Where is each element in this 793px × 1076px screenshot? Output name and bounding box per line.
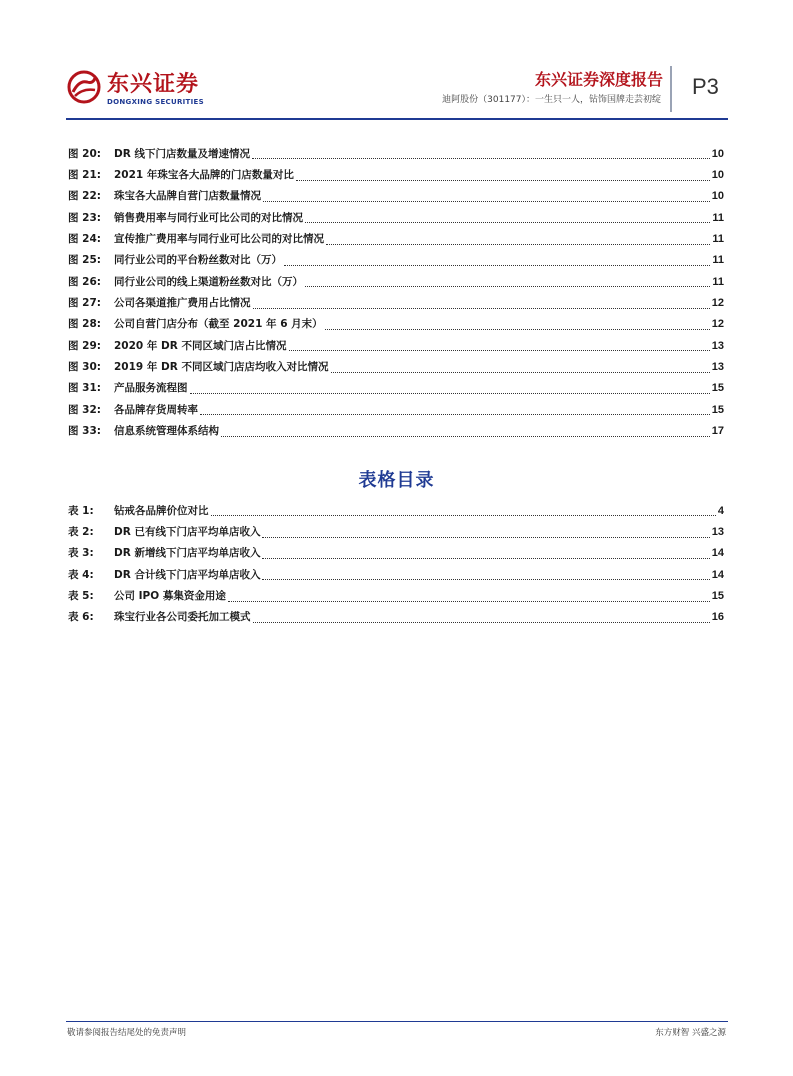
toc-leader-dots (262, 558, 709, 559)
toc-entry-label (68, 232, 324, 246)
toc-entry-number: 表 5: (68, 590, 94, 603)
page-number: P3 (692, 74, 719, 99)
toc-leader-dots (296, 180, 710, 181)
toc-entry-number: 图 22: (68, 190, 101, 203)
toc-leader-dots (326, 244, 710, 245)
toc-entry-title: 珠宝行业各公司委托加工模式 (114, 611, 251, 624)
toc-entry-title: 同行业公司的线上渠道粉丝数对比（万） (114, 275, 303, 288)
toc-entry-page: 16 (711, 611, 724, 624)
toc-entry-page: 12 (711, 318, 724, 331)
toc-entry-title: DR 新增线下门店平均单店收入 (114, 547, 261, 560)
toc-entry-label (68, 381, 188, 395)
toc-entry-number: 图 31: (68, 382, 101, 395)
header-rule (66, 118, 728, 120)
toc-entry-page: 12 (711, 297, 724, 310)
toc-entry-title: 公司自营门店分布（截至 2021 年 6 月末） (114, 318, 323, 331)
toc-entry-label (68, 360, 329, 374)
toc-entry-label (68, 211, 303, 225)
toc-entry-title: 钻戒各品牌价位对比 (114, 504, 209, 517)
toc-entry-page: 10 (711, 169, 724, 182)
toc-entry-page: 4 (717, 504, 724, 517)
figure-toc-entry[interactable] (68, 378, 724, 399)
toc-entry-label (68, 589, 226, 603)
toc-leader-dots (211, 515, 716, 516)
toc-entry-page: 15 (711, 590, 724, 603)
toc-leader-dots (262, 579, 709, 580)
brand-name-en: DONGXING SECURITIES (107, 98, 204, 106)
toc-leader-dots (305, 286, 710, 287)
toc-entry-number: 图 21: (68, 169, 101, 182)
toc-entry-title: 公司 IPO 募集资金用途 (114, 590, 226, 603)
toc-entry-title: 公司各渠道推广费用占比情况 (114, 297, 251, 310)
toc-leader-dots (305, 222, 710, 223)
toc-entry-label (68, 168, 294, 182)
toc-leader-dots (190, 393, 710, 394)
figure-toc-entry[interactable] (68, 164, 724, 185)
figure-toc-entry[interactable] (68, 356, 724, 377)
table-toc-entry[interactable] (68, 585, 724, 606)
toc-leader-dots (253, 622, 710, 623)
figure-toc-entry[interactable] (68, 420, 724, 441)
footer-rule (66, 1021, 728, 1022)
toc-entry-number: 表 6: (68, 611, 94, 624)
toc-leader-dots (263, 201, 710, 202)
toc-entry-title: DR 线下门店数量及增速情况 (114, 147, 250, 160)
toc-entry-page: 11 (712, 254, 724, 267)
figure-toc-entry[interactable] (68, 186, 724, 207)
toc-entry-label (68, 546, 260, 560)
toc-entry-page: 11 (712, 211, 724, 224)
figure-toc-entry[interactable] (68, 250, 724, 271)
toc-entry-title: 2020 年 DR 不同区域门店占比情况 (114, 339, 287, 352)
toc-leader-dots (228, 601, 710, 602)
toc-entry-label (68, 568, 260, 582)
table-toc-entry[interactable] (68, 564, 724, 585)
toc-entry-label (68, 424, 219, 438)
figure-toc-entry[interactable] (68, 271, 724, 292)
toc-entry-page: 11 (712, 275, 724, 288)
toc-leader-dots (289, 350, 710, 351)
toc-entry-number: 图 27: (68, 297, 101, 310)
figure-toc-entry[interactable] (68, 292, 724, 313)
toc-entry-label (68, 189, 261, 203)
figure-toc-entry[interactable] (68, 143, 724, 164)
toc-entry-label (68, 147, 250, 161)
toc-leader-dots (262, 537, 709, 538)
table-index (68, 500, 724, 628)
toc-entry-number: 图 28: (68, 318, 101, 331)
toc-entry-title: 信息系统管理体系结构 (114, 425, 219, 438)
toc-entry-label (68, 275, 303, 289)
toc-entry-number: 图 25: (68, 254, 101, 267)
toc-leader-dots (284, 265, 710, 266)
toc-leader-dots (331, 372, 710, 373)
toc-entry-title: DR 合计线下门店平均单店收入 (114, 568, 261, 581)
toc-entry-page: 14 (711, 568, 724, 581)
toc-entry-page: 13 (711, 339, 724, 352)
brand-logo (67, 70, 207, 110)
toc-entry-number: 图 24: (68, 233, 101, 246)
toc-entry-page: 14 (711, 547, 724, 560)
table-toc-entry[interactable] (68, 543, 724, 564)
toc-entry-number: 表 1: (68, 504, 94, 517)
toc-entry-label (68, 504, 209, 518)
toc-entry-title: 珠宝各大品牌自营门店数量情况 (114, 190, 261, 203)
toc-entry-number: 表 3: (68, 547, 94, 560)
toc-entry-number: 图 33: (68, 425, 101, 438)
figure-toc-entry[interactable] (68, 207, 724, 228)
toc-entry-page: 10 (711, 190, 724, 203)
toc-leader-dots (325, 329, 710, 330)
toc-entry-title: 产品服务流程图 (114, 382, 188, 395)
brand-logo-icon (67, 70, 101, 104)
toc-entry-number: 图 29: (68, 339, 101, 352)
footer-slogan: 东方财智 兴盛之源 (655, 1028, 726, 1038)
toc-entry-number: 图 30: (68, 361, 101, 374)
toc-leader-dots (221, 436, 710, 437)
toc-entry-number: 表 2: (68, 526, 94, 539)
table-toc-entry[interactable] (68, 607, 724, 628)
toc-entry-page: 13 (711, 361, 724, 374)
toc-entry-number: 图 26: (68, 275, 101, 288)
toc-entry-label (68, 339, 287, 353)
toc-entry-label (68, 610, 251, 624)
toc-entry-title: 销售费用率与同行业可比公司的对比情况 (114, 211, 303, 224)
toc-entry-title: 2021 年珠宝各大品牌的门店数量对比 (114, 169, 294, 182)
table-toc-entry[interactable] (68, 521, 724, 542)
figure-toc-entry[interactable] (68, 335, 724, 356)
report-type: 东兴证券深度报告 (534, 70, 663, 89)
toc-entry-number: 图 23: (68, 211, 101, 224)
toc-entry-page: 15 (711, 382, 724, 395)
toc-entry-title: 同行业公司的平台粉丝数对比（万） (114, 254, 282, 267)
toc-entry-number: 图 32: (68, 403, 101, 416)
toc-entry-label (68, 317, 323, 331)
toc-entry-page: 17 (711, 425, 724, 438)
header-divider (670, 66, 672, 112)
toc-entry-title: 宣传推广费用率与同行业可比公司的对比情况 (114, 233, 324, 246)
figure-index (68, 143, 724, 442)
toc-entry-label (68, 403, 198, 417)
toc-entry-page: 10 (711, 147, 724, 160)
figure-toc-entry[interactable] (68, 314, 724, 335)
toc-entry-label (68, 253, 282, 267)
toc-entry-title: 2019 年 DR 不同区域门店店均收入对比情况 (114, 361, 329, 374)
toc-entry-label (68, 296, 251, 310)
toc-leader-dots (253, 308, 710, 309)
toc-leader-dots (252, 158, 710, 159)
toc-entry-page: 11 (712, 233, 724, 246)
footer-disclaimer: 敬请参阅报告结尾处的免责声明 (67, 1028, 187, 1038)
toc-entry-number: 表 4: (68, 568, 94, 581)
toc-leader-dots (200, 414, 710, 415)
table-index-title: 表格目录 (358, 470, 435, 491)
brand-name-cn: 东兴证券 (107, 72, 200, 97)
toc-entry-title: 各品牌存货周转率 (114, 403, 198, 416)
figure-toc-entry[interactable] (68, 399, 724, 420)
toc-entry-page: 15 (711, 403, 724, 416)
report-subtitle: 迪阿股份（301177）：一生只一人，钻饰国牌走芸初绽 (442, 95, 661, 105)
toc-entry-number: 图 20: (68, 147, 101, 160)
page-header (0, 0, 793, 125)
table-toc-entry[interactable] (68, 500, 724, 521)
toc-entry-page: 13 (711, 526, 724, 539)
toc-entry-title: DR 已有线下门店平均单店收入 (114, 526, 261, 539)
toc-entry-label (68, 525, 260, 539)
figure-toc-entry[interactable] (68, 228, 724, 249)
